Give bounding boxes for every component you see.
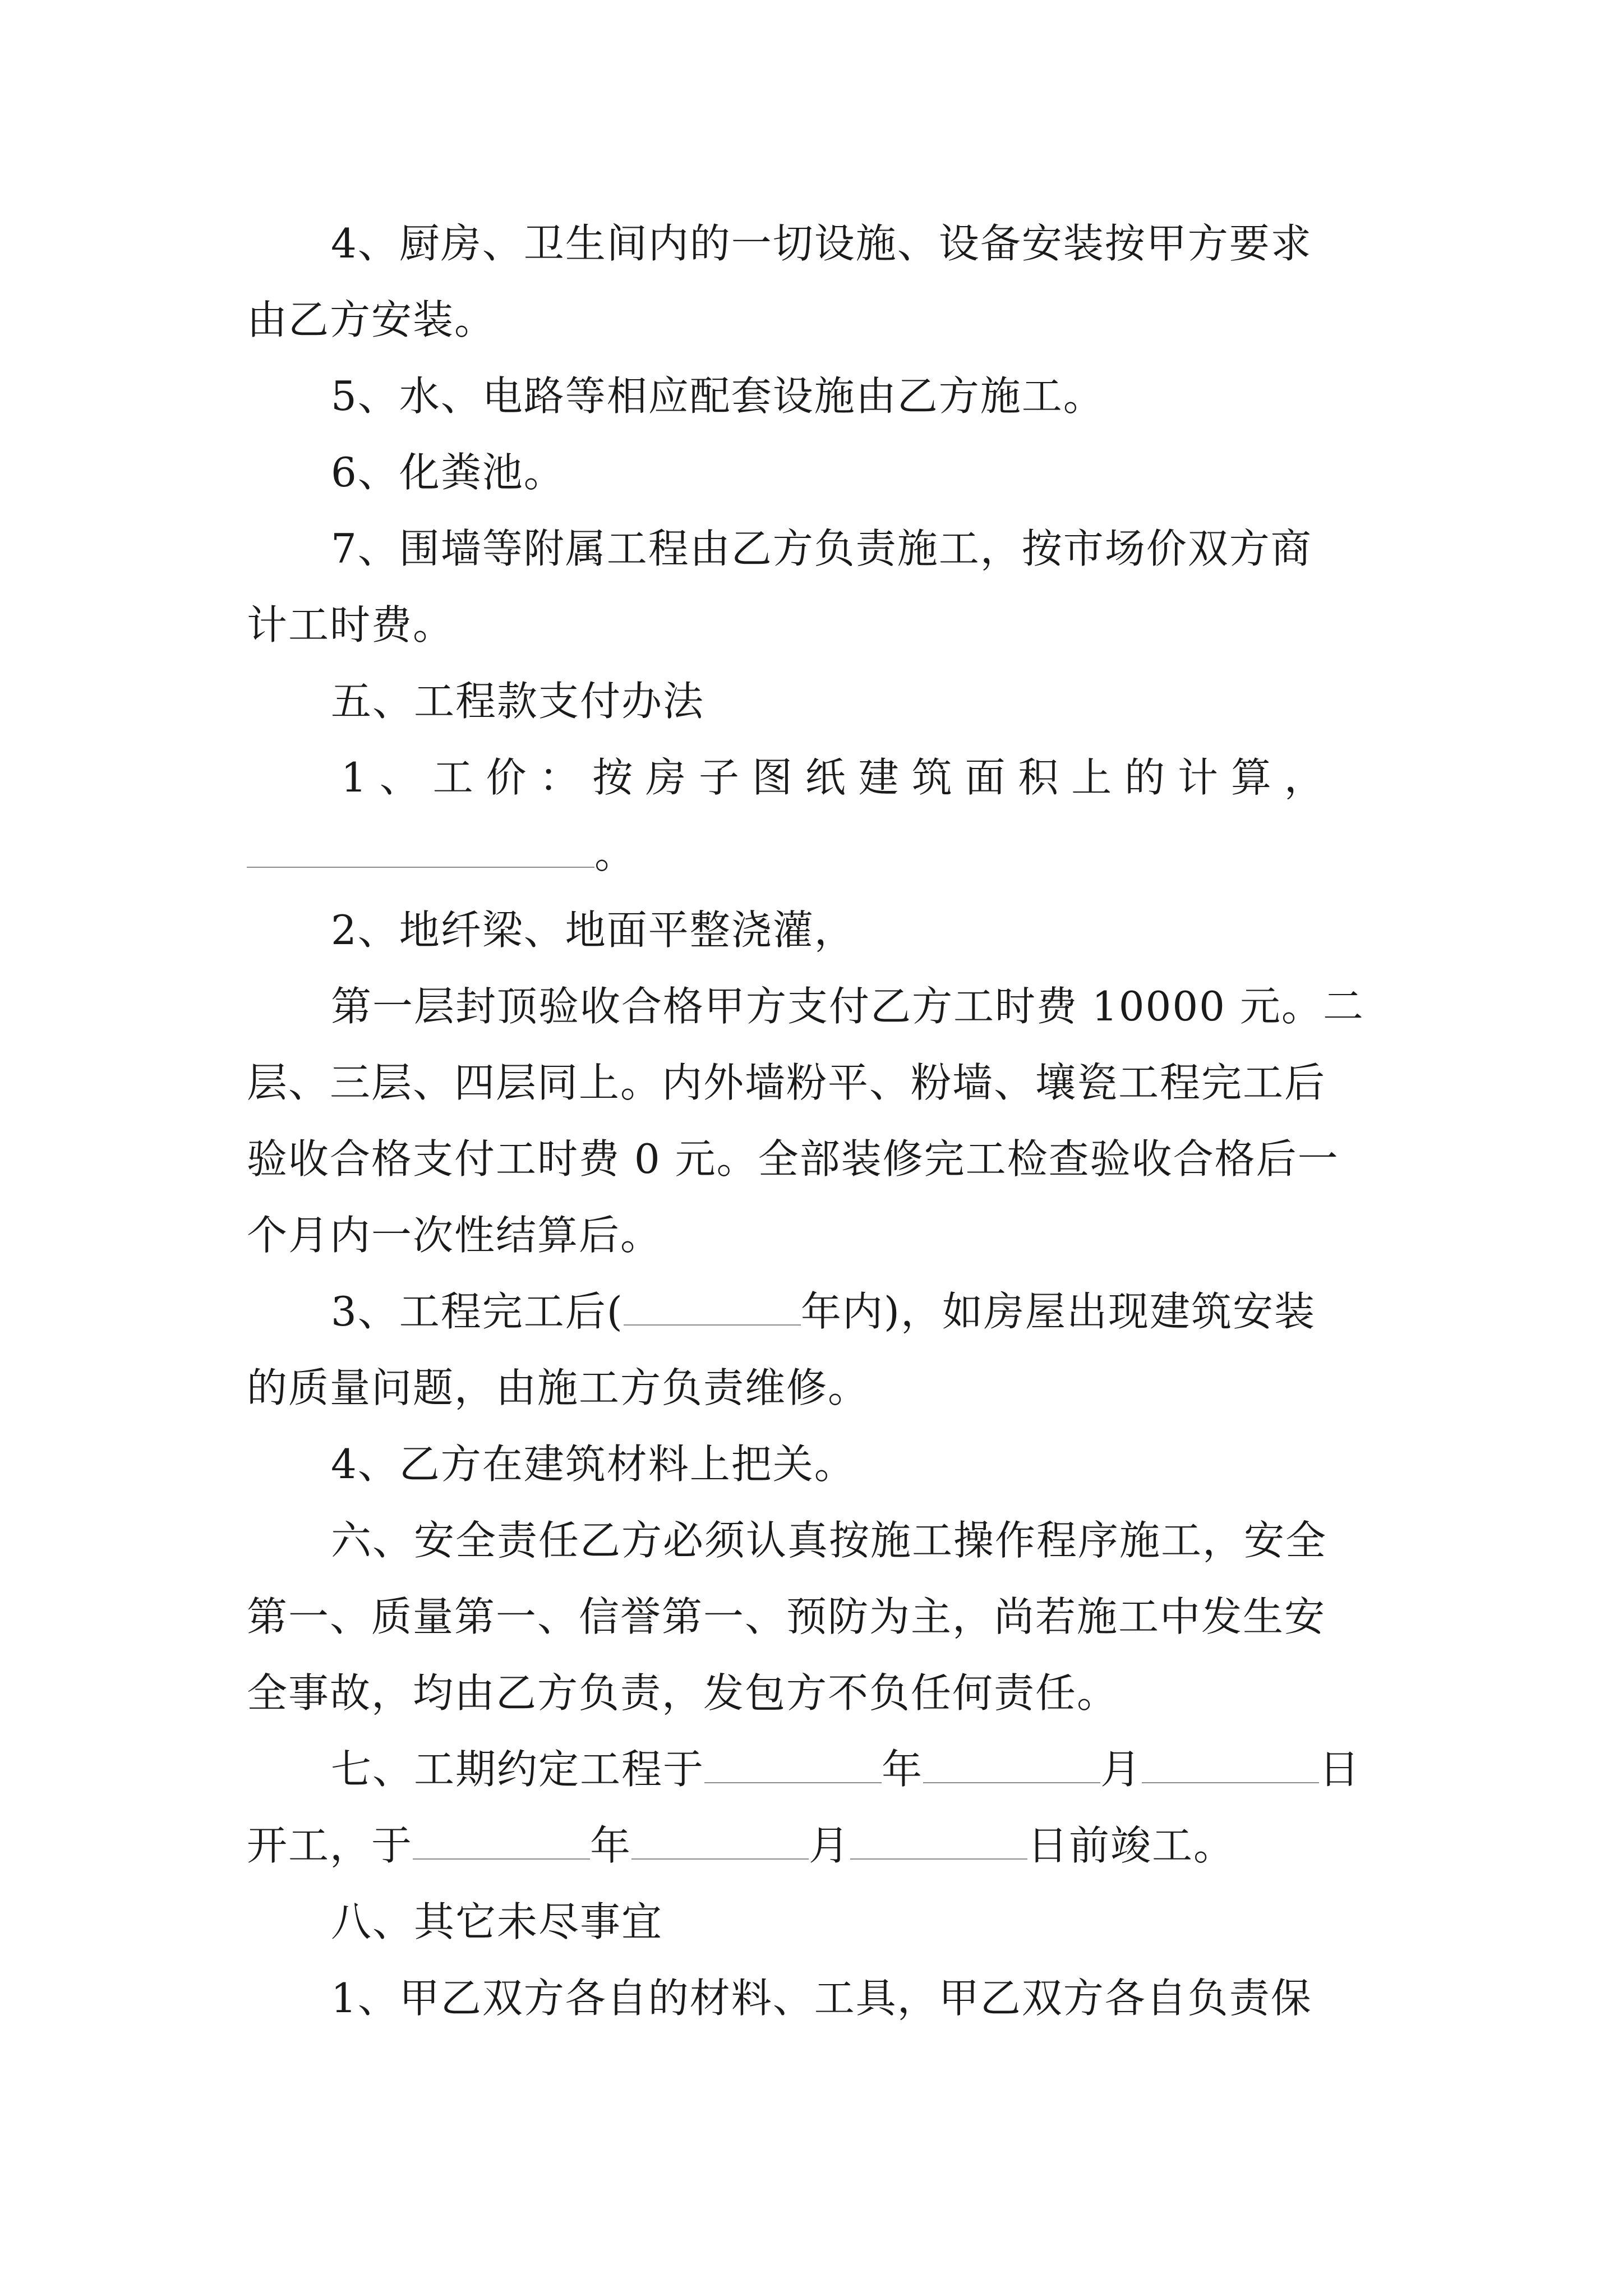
paragraph-septic-tank: 6、化粪池。 — [331, 449, 565, 496]
section-heading-payment: 五、工程款支付办法 — [331, 678, 705, 725]
end-year-blank — [413, 1826, 590, 1860]
end-month-blank — [631, 1826, 809, 1860]
paragraph-foundation: 2、地纤梁、地面平整浇灌， — [331, 907, 856, 954]
paragraph-kitchen-bathroom: 4、厨房、卫生间内的一切设施、设备安装按甲方要求 — [331, 220, 1312, 267]
start-month-label: 月 — [1100, 1746, 1142, 1793]
start-month-blank — [923, 1750, 1100, 1783]
end-day-label: 日前竣工。 — [1027, 1822, 1235, 1869]
end-year-label: 年 — [590, 1822, 632, 1869]
start-day-blank — [1142, 1750, 1319, 1783]
paragraph-kitchen-bathroom-cont: 由乙方安装。 — [247, 296, 496, 343]
paragraph-first-floor-payment-cont-1: 层、三层、四层同上。内外墙粉平、粉墙、壤瓷工程完工后 — [247, 1059, 1326, 1106]
section-heading-other: 八、其它未尽事宜 — [331, 1898, 663, 1945]
paragraph-schedule-cont — [247, 1807, 1385, 1884]
paragraph-safety-cont-1: 第一、质量第一、信誉第一、预防为主，尚若施工中发生安 — [247, 1593, 1326, 1640]
paragraph-fence: 7、围墙等附属工程由乙方负责施工，按市场价双方商 — [331, 525, 1312, 572]
start-year-blank — [704, 1750, 882, 1783]
paragraph-first-floor-payment-cont-3: 个月内一次性结算后。 — [247, 1212, 662, 1259]
paragraph-materials: 4、乙方在建筑材料上把关。 — [331, 1441, 856, 1488]
paragraph-first-floor-payment: 第一层封顶验收合格甲方支付乙方工时费 10000 元。二 — [331, 983, 1364, 1030]
start-year-label: 年 — [882, 1746, 924, 1793]
paragraph-tools-responsibility: 1、甲乙双方各自的材料、工具，甲乙双方各自负责保 — [331, 1975, 1312, 2022]
paragraph-labor-price: 1 、 工 价 ： 按 房 子 图 纸 建 筑 面 积 上 的 计 算 ， — [341, 754, 1325, 801]
paragraph-water-electric: 5、水、电路等相应配套设施由乙方施工。 — [331, 372, 1105, 420]
start-day-label: 日 — [1319, 1746, 1361, 1793]
warranty-text-start: 3、工程完工后( — [331, 1288, 624, 1335]
paragraph-fence-cont: 计工时费。 — [247, 601, 455, 648]
paragraph-warranty-cont: 的质量问题，由施工方负责维修。 — [247, 1364, 870, 1411]
document-body — [247, 205, 1385, 2036]
labor-price-end-mark: 。 — [594, 830, 637, 877]
schedule-start-text: 七、工期约定工程于 — [331, 1746, 705, 1793]
paragraph-safety: 六、安全责任乙方必须认真按施工操作程序施工，安全 — [331, 1517, 1327, 1564]
schedule-end-text: 开工，于 — [247, 1822, 413, 1869]
paragraph-first-floor-payment-cont-2: 验收合格支付工时费 0 元。全部装修完工检查验收合格后一 — [247, 1135, 1339, 1182]
end-month-label: 月 — [809, 1822, 851, 1869]
warranty-years-blank — [624, 1292, 801, 1326]
warranty-text-end: 年内)，如房屋出现建筑安装 — [800, 1288, 1316, 1335]
paragraph-labor-price-blank — [247, 816, 1385, 892]
paragraph-schedule — [247, 1731, 1385, 1807]
labor-price-blank — [247, 834, 594, 868]
paragraph-safety-cont-2: 全事故，均由乙方负责，发包方不负任何责任。 — [247, 1669, 1119, 1717]
end-day-blank — [850, 1826, 1027, 1860]
paragraph-warranty — [247, 1273, 1385, 1350]
